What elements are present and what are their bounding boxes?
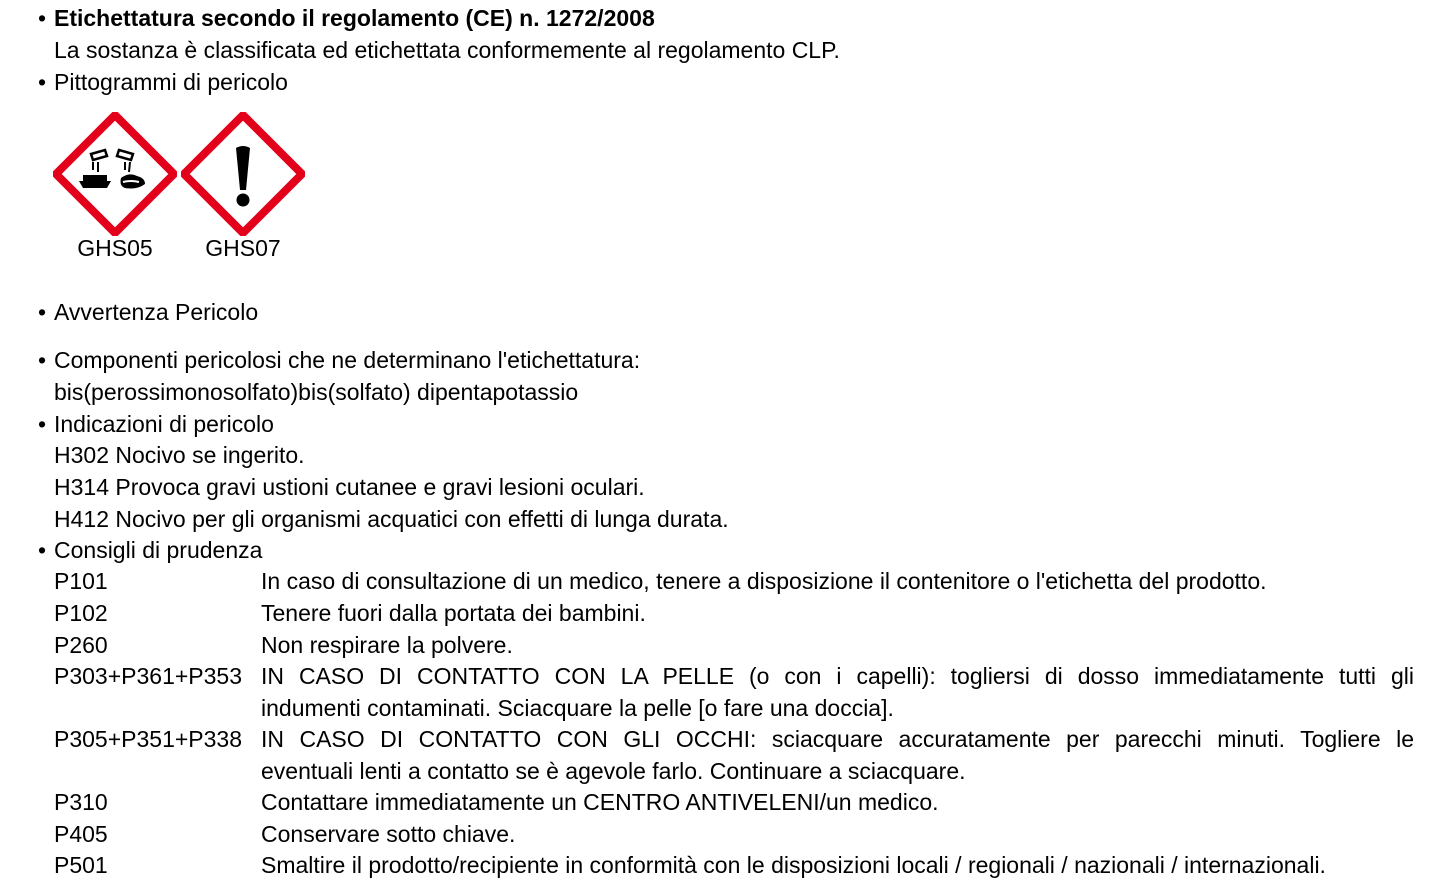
pictogram-code-ghs07: GHS07 — [205, 235, 281, 261]
bullet: • — [38, 347, 47, 373]
precaution-text-continued: indumenti contaminati. Sciacquare la pelle [o fare una doccia]. — [261, 695, 894, 721]
precaution-text: Smaltire il prodotto/recipiente in conformità con le disposizioni locali / regionali / nazionali / internazionali. — [261, 852, 1326, 878]
hazard-statement-text: H302 Nocivo se ingerito. — [54, 442, 305, 468]
precaution-code: P310 — [54, 789, 108, 815]
hazard-statement-text: H412 Nocivo per gli organismi acquatici con effetti di lunga durata. — [54, 506, 729, 532]
bullet: • — [38, 537, 47, 563]
hazard-statement-text: H314 Provoca gravi ustioni cutanee e gravi lesioni oculari. — [54, 474, 645, 500]
precaution-text: Non respirare la polvere. — [261, 632, 513, 658]
exclamation-mark-icon — [181, 112, 305, 236]
pictogram-code-ghs05: GHS05 — [77, 235, 153, 261]
bullet: • — [38, 5, 47, 31]
precaution-text: Tenere fuori dalla portata dei bambini. — [261, 600, 646, 626]
precaution-text: In caso di consultazione di un medico, tenere a disposizione il contenitore o l'etichetta del prodotto. — [261, 568, 1267, 594]
precaution-code: P303+P361+P353 — [54, 663, 243, 689]
labelling-heading: Etichettatura secondo il regolamento (CE) n. 1272/2008 — [54, 5, 655, 31]
precaution-text: IN CASO DI CONTATTO CON LA PELLE (o con i capelli): togliersi di dosso immediatamente tutti gli — [261, 663, 1414, 689]
precaution-code: P101 — [54, 568, 108, 594]
precaution-text: IN CASO DI CONTATTO CON GLI OCCHI: sciacquare accuratamente per parecchi minuti. Togliere le — [261, 726, 1414, 752]
precaution-code: P501 — [54, 852, 108, 878]
components-value: bis(perossimonosolfato)bis(solfato) dipentapotassio — [54, 379, 579, 405]
precaution-text: Contattare immediatamente un CENTRO ANTIVELENI/un medico. — [261, 789, 939, 815]
bullet: • — [38, 69, 47, 95]
precaution-heading: Consigli di prudenza — [54, 537, 263, 563]
precaution-code: P102 — [54, 600, 108, 626]
components-heading: Componenti pericolosi che ne determinano l'etichettatura: — [54, 347, 641, 373]
precaution-text-continued: eventuali lenti a contatto se è agevole farlo. Continuare a sciacquare. — [261, 758, 966, 784]
bullet: • — [38, 411, 47, 437]
labelling-intro: La sostanza è classificata ed etichettata conformemente al regolamento CLP. — [54, 37, 840, 63]
corrosion-icon — [53, 112, 177, 236]
precaution-text: Conservare sotto chiave. — [261, 821, 516, 847]
precaution-code: P260 — [54, 632, 108, 658]
signal-word: Avvertenza Pericolo — [54, 299, 259, 325]
precaution-code: P305+P351+P338 — [54, 726, 243, 752]
pictograms-heading: Pittogrammi di pericolo — [54, 69, 288, 95]
bullet: • — [38, 299, 47, 325]
hazard-heading: Indicazioni di pericolo — [54, 411, 274, 437]
precaution-code: P405 — [54, 821, 108, 847]
